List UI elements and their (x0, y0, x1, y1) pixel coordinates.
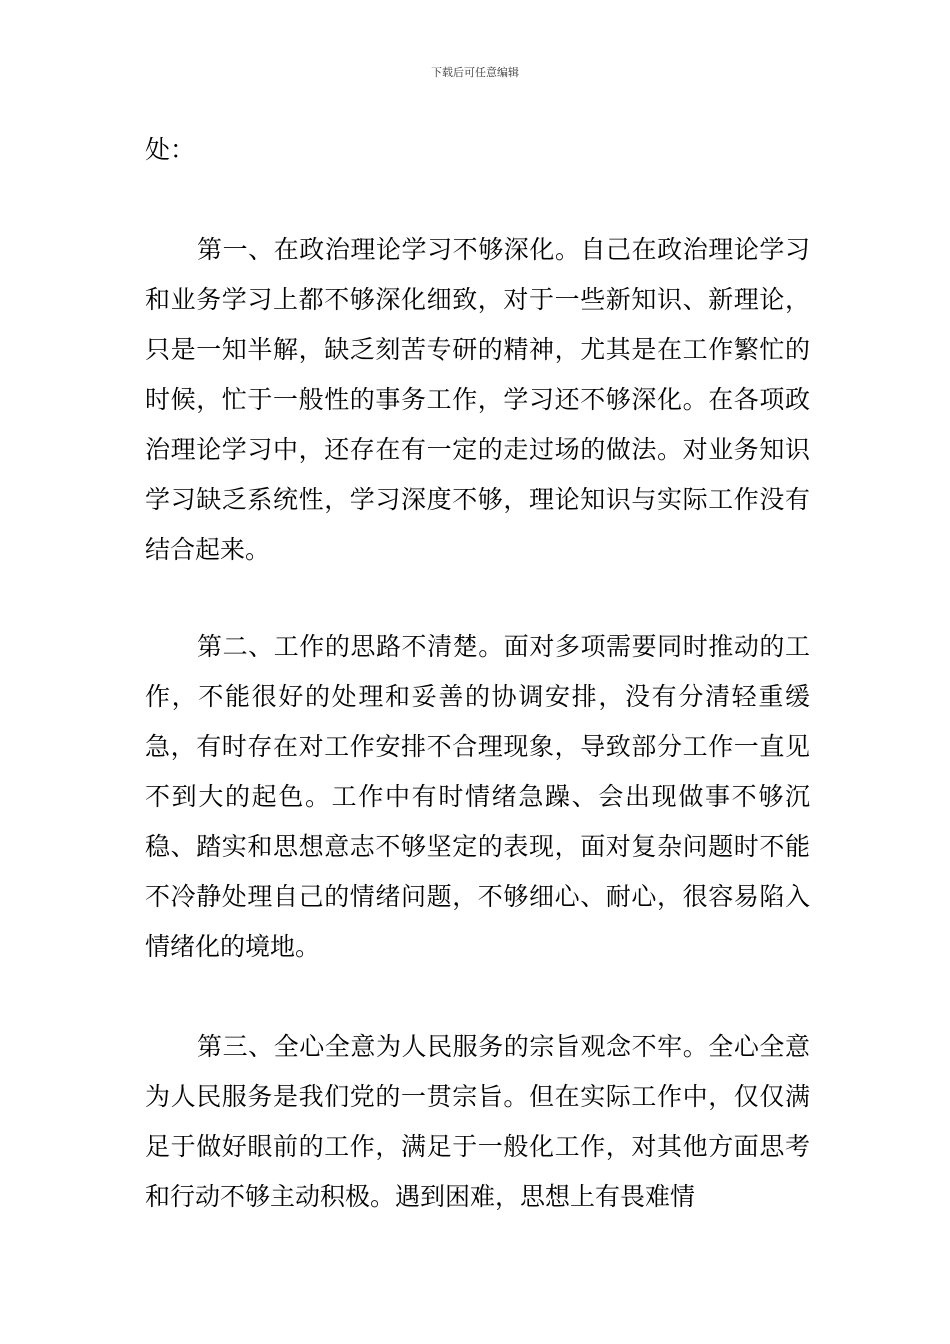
lead-line: 处： (145, 135, 196, 164)
paragraph-3: 第三、全心全意为人民服务的宗旨观念不牢。全心全意为人民服务是我们党的一贯宗旨。但在实际工作中，仅仅满足于做好眼前的工作，满足于一般化工作，对其他方面思考和行动不够主动积极。遇到困难，思想上有畏难情 (145, 1032, 810, 1211)
paragraph-1: 第一、在政治理论学习不够深化。自己在政治理论学习和业务学习上都不够深化细致，对于一些新知识、新理论，只是一知半解，缺乏刻苦专研的精神，尤其是在工作繁忙的时候，忙于一般性的事务工作，学习还不够深化。在各项政治理论学习中，还存在有一定的走过场的做法。对业务知识学习缺乏系统性，学习深度不够，理论知识与实际工作没有结合起来。 (145, 235, 810, 564)
page-header: 下载后可任意编辑 (431, 66, 519, 79)
paragraph-2: 第二、工作的思路不清楚。面对多项需要同时推动的工作，不能很好的处理和妥善的协调安排，没有分清轻重缓急，有时存在对工作安排不合理现象，导致部分工作一直见不到大的起色。工作中有时情绪急躁、会出现做事不够沉稳、踏实和思想意志不够坚定的表现，面对复杂问题时不能不冷静处理自己的情绪问题，不够细心、耐心，很容易陷入情绪化的境地。 (145, 632, 810, 961)
